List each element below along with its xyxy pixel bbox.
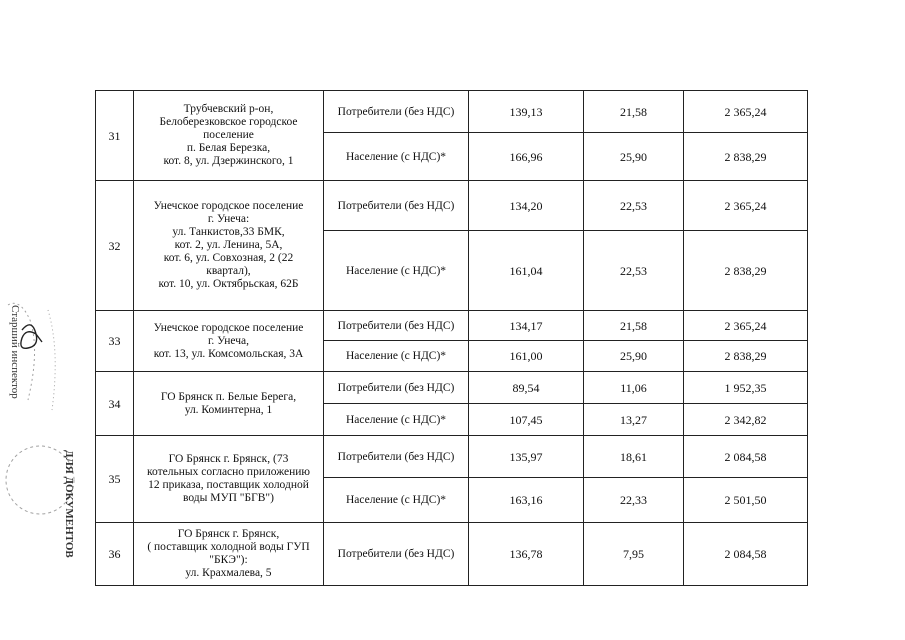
value-cell: 161,04	[469, 231, 584, 311]
value-cell: 166,96	[469, 133, 584, 181]
value-cell: 1 952,35	[684, 372, 808, 404]
category-label: Потребители (без НДС)	[324, 311, 469, 341]
address-line: ул. Танкистов,33 БМК,	[172, 226, 285, 238]
value-cell: 21,58	[584, 311, 684, 341]
table-row	[96, 436, 808, 478]
address-cell	[134, 436, 324, 523]
value-cell: 21,58	[584, 91, 684, 133]
value-cell: 25,90	[584, 341, 684, 372]
stamp-graphic	[0, 290, 95, 560]
value-cell: 22,53	[584, 231, 684, 311]
value-cell: 2 838,29	[684, 133, 808, 181]
value-cell: 2 365,24	[684, 181, 808, 231]
value-cell: 7,95	[584, 523, 684, 586]
value-cell: 107,45	[469, 404, 584, 436]
value-cell: 18,61	[584, 436, 684, 478]
category-label: Потребители (без НДС)	[324, 91, 469, 133]
value-cell: 2 084,58	[684, 523, 808, 586]
address-line: ул. Крахмалева, 5	[185, 567, 272, 579]
table-row	[96, 523, 808, 586]
value-cell: 135,97	[469, 436, 584, 478]
value-cell: 22,53	[584, 181, 684, 231]
value-cell: 2 342,82	[684, 404, 808, 436]
address-line: г. Унеча:	[207, 213, 250, 225]
value-cell: 2 838,29	[684, 341, 808, 372]
address-line: Трубчевский р-он,	[183, 103, 274, 115]
row-number: 31	[96, 91, 134, 181]
value-cell: 136,78	[469, 523, 584, 586]
table-row	[96, 372, 808, 404]
address-line: ул. Коминтерна, 1	[184, 403, 273, 416]
category-label: Потребители (без НДС)	[324, 523, 469, 586]
seal-stamp	[0, 290, 95, 560]
value-cell: 11,06	[584, 372, 684, 404]
stamp-text: Старший инспектор	[9, 305, 21, 399]
address-line: Белоберезковское городское	[159, 116, 298, 128]
address-line: ( поставщик холодной воды ГУП	[147, 541, 310, 553]
row-number: 33	[96, 311, 134, 372]
stamp-text: ДЛЯ ДОКУМЕНТОВ	[63, 450, 75, 558]
value-cell: 161,00	[469, 341, 584, 372]
address-cell	[134, 372, 324, 436]
value-cell: 89,54	[469, 372, 584, 404]
row-number: 36	[96, 523, 134, 586]
row-number: 32	[96, 181, 134, 311]
category-label: Потребители (без НДС)	[324, 436, 469, 478]
address-line: "БКЭ"):	[209, 554, 248, 566]
value-cell: 25,90	[584, 133, 684, 181]
row-number: 35	[96, 436, 134, 523]
address-line: поселение	[203, 129, 254, 141]
category-label: Население (с НДС)*	[324, 404, 469, 436]
value-cell: 13,27	[584, 404, 684, 436]
address-line: г. Унеча,	[207, 334, 250, 347]
value-cell: 2 501,50	[684, 478, 808, 523]
address-line: воды МУП "БГВ")	[183, 492, 274, 504]
row-number: 34	[96, 372, 134, 436]
address-line: котельных согласно приложению	[147, 466, 310, 478]
address-line: Унечское городское поселение	[153, 321, 304, 334]
table-row	[96, 311, 808, 341]
table-row	[96, 181, 808, 231]
address-cell	[134, 91, 324, 181]
address-line: кот. 6, ул. Совхозная, 2 (22	[163, 252, 294, 264]
tariff-table	[95, 90, 808, 586]
table-row	[96, 91, 808, 133]
address-line: Унечское городское поселение	[153, 200, 304, 212]
value-cell: 2 365,24	[684, 91, 808, 133]
value-cell: 2 838,29	[684, 231, 808, 311]
address-line: ГО Брянск п. Белые Берега,	[160, 390, 297, 403]
category-label: Население (с НДС)*	[324, 341, 469, 372]
category-label: Потребители (без НДС)	[324, 181, 469, 231]
address-line: квартал),	[206, 265, 251, 277]
address-line: кот. 2, ул. Ленина, 5А,	[174, 239, 283, 251]
value-cell: 134,20	[469, 181, 584, 231]
value-cell: 139,13	[469, 91, 584, 133]
address-line: 12 приказа, поставщик холодной	[148, 479, 309, 491]
address-line: кот. 8, ул. Дзержинского, 1	[163, 155, 294, 167]
address-cell	[134, 311, 324, 372]
address-cell	[134, 523, 324, 586]
address-line: ГО Брянск г. Брянск, (73	[168, 453, 289, 465]
address-line: ГО Брянск г. Брянск,	[177, 528, 280, 540]
value-cell: 2 365,24	[684, 311, 808, 341]
address-line: кот. 13, ул. Комсомольская, 3А	[153, 347, 304, 360]
address-line: кот. 10, ул. Октябрьская, 62Б	[158, 278, 299, 290]
address-line: п. Белая Березка,	[186, 142, 271, 154]
category-label: Население (с НДС)*	[324, 478, 469, 523]
value-cell: 163,16	[469, 478, 584, 523]
category-label: Потребители (без НДС)	[324, 372, 469, 404]
value-cell: 2 084,58	[684, 436, 808, 478]
value-cell: 22,33	[584, 478, 684, 523]
value-cell: 134,17	[469, 311, 584, 341]
address-cell	[134, 181, 324, 311]
category-label: Население (с НДС)*	[324, 133, 469, 181]
category-label: Население (с НДС)*	[324, 231, 469, 311]
